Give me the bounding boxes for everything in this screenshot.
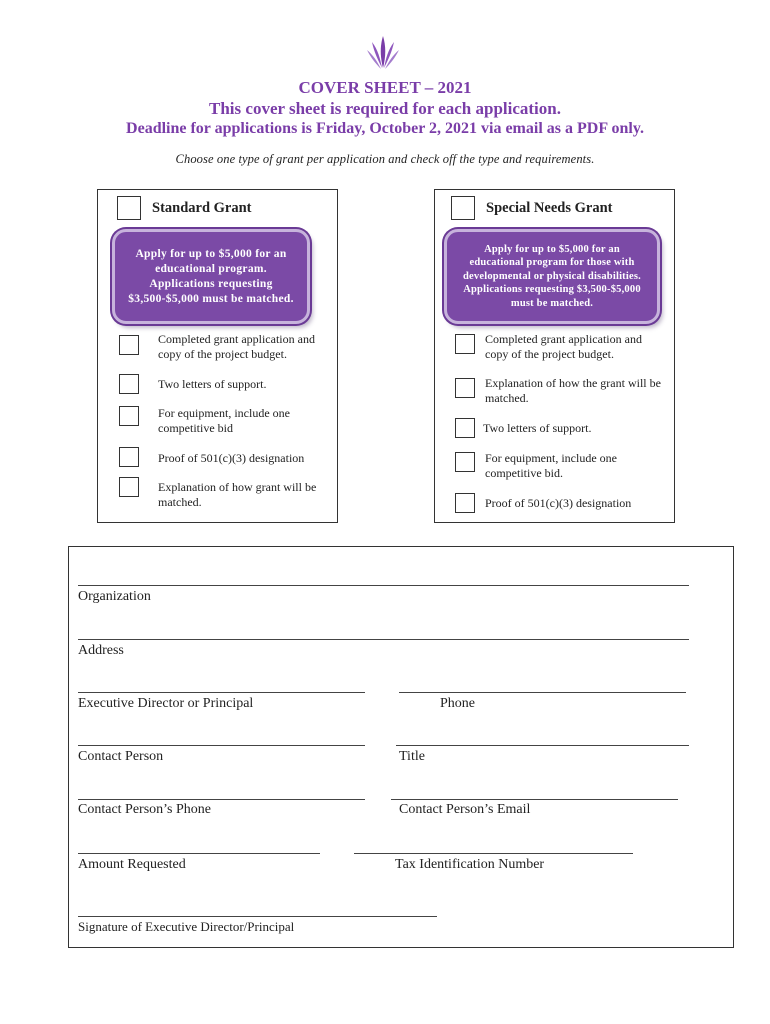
standard-item-4: Proof of 501(c)(3) designation <box>158 451 305 465</box>
standard-item-checkbox-4[interactable] <box>119 447 139 467</box>
special-item-1: Completed grant application and copy of the project budget. <box>485 332 642 361</box>
standard-item-checkbox-2[interactable] <box>119 374 139 394</box>
requirement-subtitle: This cover sheet is required for each application. <box>209 99 561 118</box>
special-item-checkbox-1[interactable] <box>455 334 475 354</box>
amount-label: Amount Requested <box>78 857 186 872</box>
standard-item-checkbox-3[interactable] <box>119 406 139 426</box>
amount-line[interactable] <box>78 853 320 854</box>
standard-grant-callout-text: Apply for up to $5,000 for an educational program. Applications requesting $3,500-$5,000 must be matched. <box>128 247 294 305</box>
standard-grant-heading: Standard Grant <box>152 200 252 216</box>
applicant-info-form <box>68 546 734 948</box>
special-item-checkbox-5[interactable] <box>455 493 475 513</box>
tax-id-line[interactable] <box>354 853 633 854</box>
standard-item-3: For equipment, include one competitive bid <box>158 406 290 435</box>
exec-director-line[interactable] <box>78 692 365 693</box>
phone-label: Phone <box>440 696 475 711</box>
phone-line[interactable] <box>399 692 686 693</box>
contact-email-line[interactable] <box>391 799 678 800</box>
cover-sheet-title: COVER SHEET – 2021 <box>298 78 472 97</box>
contact-email-label: Contact Person’s Email <box>399 802 531 817</box>
instructions-text: Choose one type of grant per application and check off the type and requirements. <box>175 152 595 166</box>
standard-item-checkbox-5[interactable] <box>119 477 139 497</box>
special-item-5: Proof of 501(c)(3) designation <box>485 496 632 510</box>
special-item-3: Two letters of support. <box>483 421 592 435</box>
standard-grant-checkbox[interactable] <box>117 196 141 220</box>
special-item-2: Explanation of how the grant will be matched. <box>485 376 661 405</box>
special-item-4: For equipment, include one competitive bid. <box>485 451 617 480</box>
signature-label: Signature of Executive Director/Principal <box>78 919 295 934</box>
special-needs-grant-callout-text: Apply for up to $5,000 for an educational program for those with developmental or physical disabilities. Applications requesting $3,500-$5,000 must be matched. <box>463 243 641 309</box>
contact-phone-line[interactable] <box>78 799 365 800</box>
special-needs-grant-heading: Special Needs Grant <box>486 200 613 216</box>
standard-item-1: Completed grant application and copy of the project budget. <box>158 332 315 361</box>
standard-item-checkbox-1[interactable] <box>119 335 139 355</box>
fleur-logo-icon <box>366 34 400 76</box>
organization-line[interactable] <box>78 585 689 586</box>
special-item-checkbox-4[interactable] <box>455 452 475 472</box>
contact-person-label: Contact Person <box>78 749 164 764</box>
contact-phone-label: Contact Person’s Phone <box>78 802 211 817</box>
title-label: Title <box>399 749 425 764</box>
organization-label: Organization <box>78 589 151 604</box>
signature-line[interactable] <box>78 916 437 917</box>
special-item-checkbox-2[interactable] <box>455 378 475 398</box>
address-line[interactable] <box>78 639 689 640</box>
standard-item-5: Explanation of how grant will be matched. <box>158 480 317 509</box>
title-line[interactable] <box>396 745 689 746</box>
address-label: Address <box>78 643 124 658</box>
tax-id-label: Tax Identification Number <box>395 857 545 872</box>
standard-item-2: Two letters of support. <box>158 377 267 391</box>
exec-director-label: Executive Director or Principal <box>78 696 254 711</box>
standard-grant-callout <box>112 229 310 324</box>
deadline-subtitle: Deadline for applications is Friday, October 2, 2021 via email as a PDF only. <box>126 120 644 137</box>
special-item-checkbox-3[interactable] <box>455 418 475 438</box>
contact-person-line[interactable] <box>78 745 365 746</box>
special-needs-grant-checkbox[interactable] <box>451 196 475 220</box>
special-needs-grant-callout <box>444 229 660 324</box>
